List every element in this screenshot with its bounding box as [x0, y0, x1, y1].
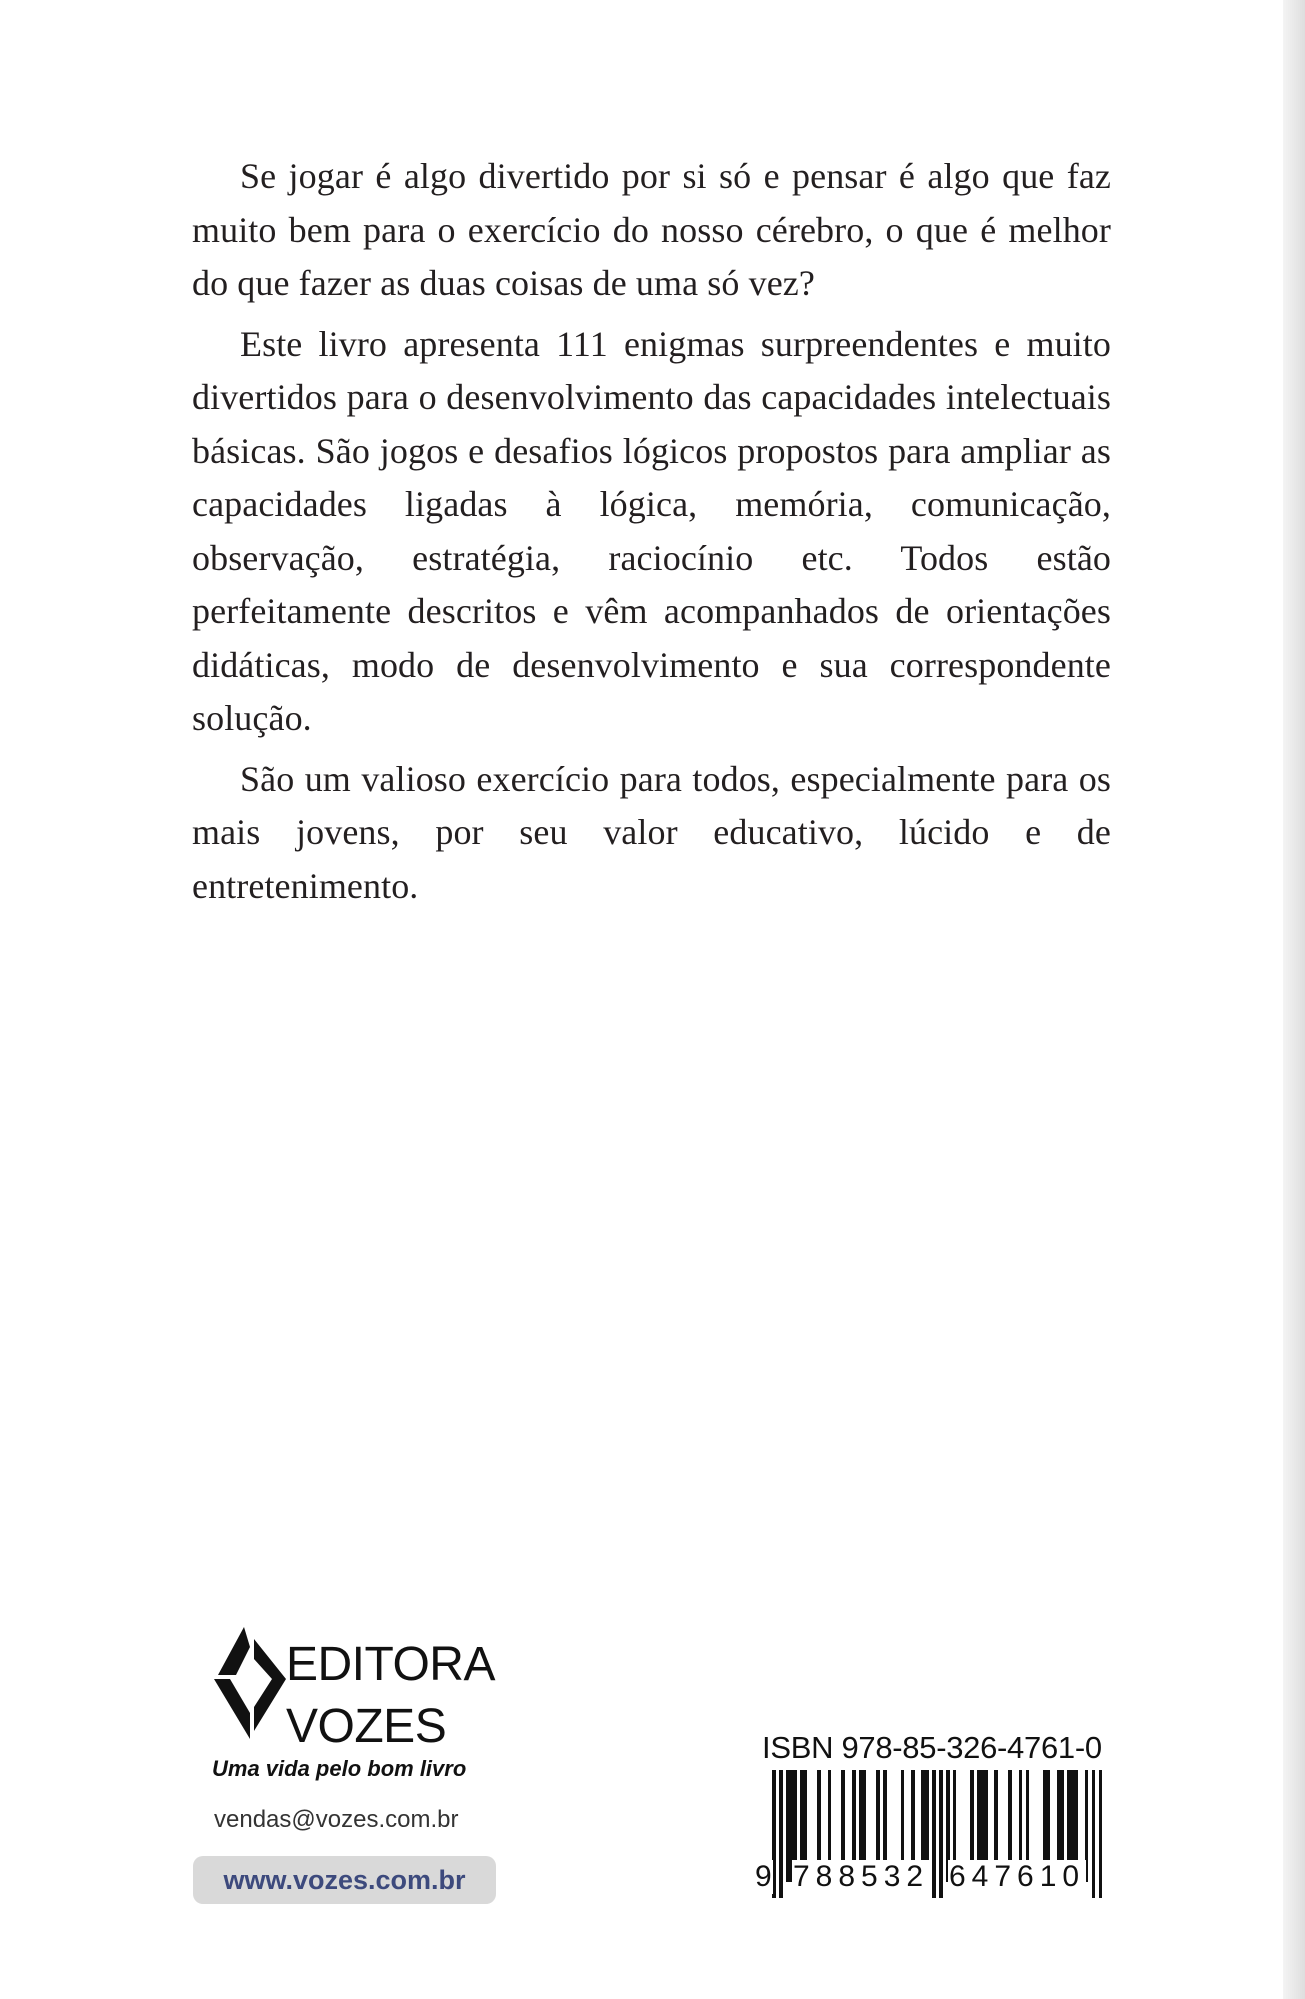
blurb-paragraph-2: Este livro apresenta 111 enigmas surpreendentes e muito divertidos para o desenvolvimento das capacidades intelectuais básicas. São jogos e desafios lógicos propostos para ampliar as capacidades ligadas à lógica, memória, comunicação, observação, estratégia, raciocínio etc. Todos estão perfeitamente descritos e vêm acompanhados de orientações didáticas, modo de desenvolvimento e sua correspondente solução.: [192, 323, 1111, 738]
barcode-bar: [939, 1770, 943, 1898]
barcode-bar: [1092, 1770, 1096, 1898]
publisher-name-line1: EDITORA: [286, 1638, 495, 1691]
publisher-name-line2: VOZES: [286, 1700, 447, 1753]
publisher-logo: [210, 1625, 510, 1765]
vozes-logo-icon: [214, 1627, 292, 1739]
barcode-digits-right: 647610: [949, 1860, 1086, 1893]
isbn-label: ISBN 978-85-326-4761-0: [762, 1730, 1102, 1765]
back-cover-blurb: [192, 150, 1111, 920]
blurb-paragraph-1: Se jogar é algo divertido por si só e pensar é algo que faz muito bem para o exercício do nosso cérebro, o que é melhor do que fazer as duas coisas de uma só vez?: [192, 156, 1111, 303]
website-link[interactable]: www.vozes.com.br: [193, 1856, 496, 1904]
barcode-bar: [932, 1770, 936, 1898]
barcode-digit-lead: 9: [755, 1860, 772, 1893]
barcode-bar: [1099, 1770, 1103, 1898]
blurb-paragraph-3: São um valioso exercício para todos, especialmente para os mais jovens, por seu valor educativo, lúcido e de entretenimento.: [192, 758, 1111, 906]
barcode-digits-left: 788532: [793, 1860, 930, 1893]
sales-email-link[interactable]: vendas@vozes.com.br: [214, 1806, 459, 1833]
spine-edge: [1283, 0, 1305, 1999]
publisher-tagline: Uma vida pelo bom livro: [212, 1756, 467, 1781]
isbn-barcode: [752, 1722, 1112, 1897]
barcode-bar: [779, 1770, 783, 1898]
